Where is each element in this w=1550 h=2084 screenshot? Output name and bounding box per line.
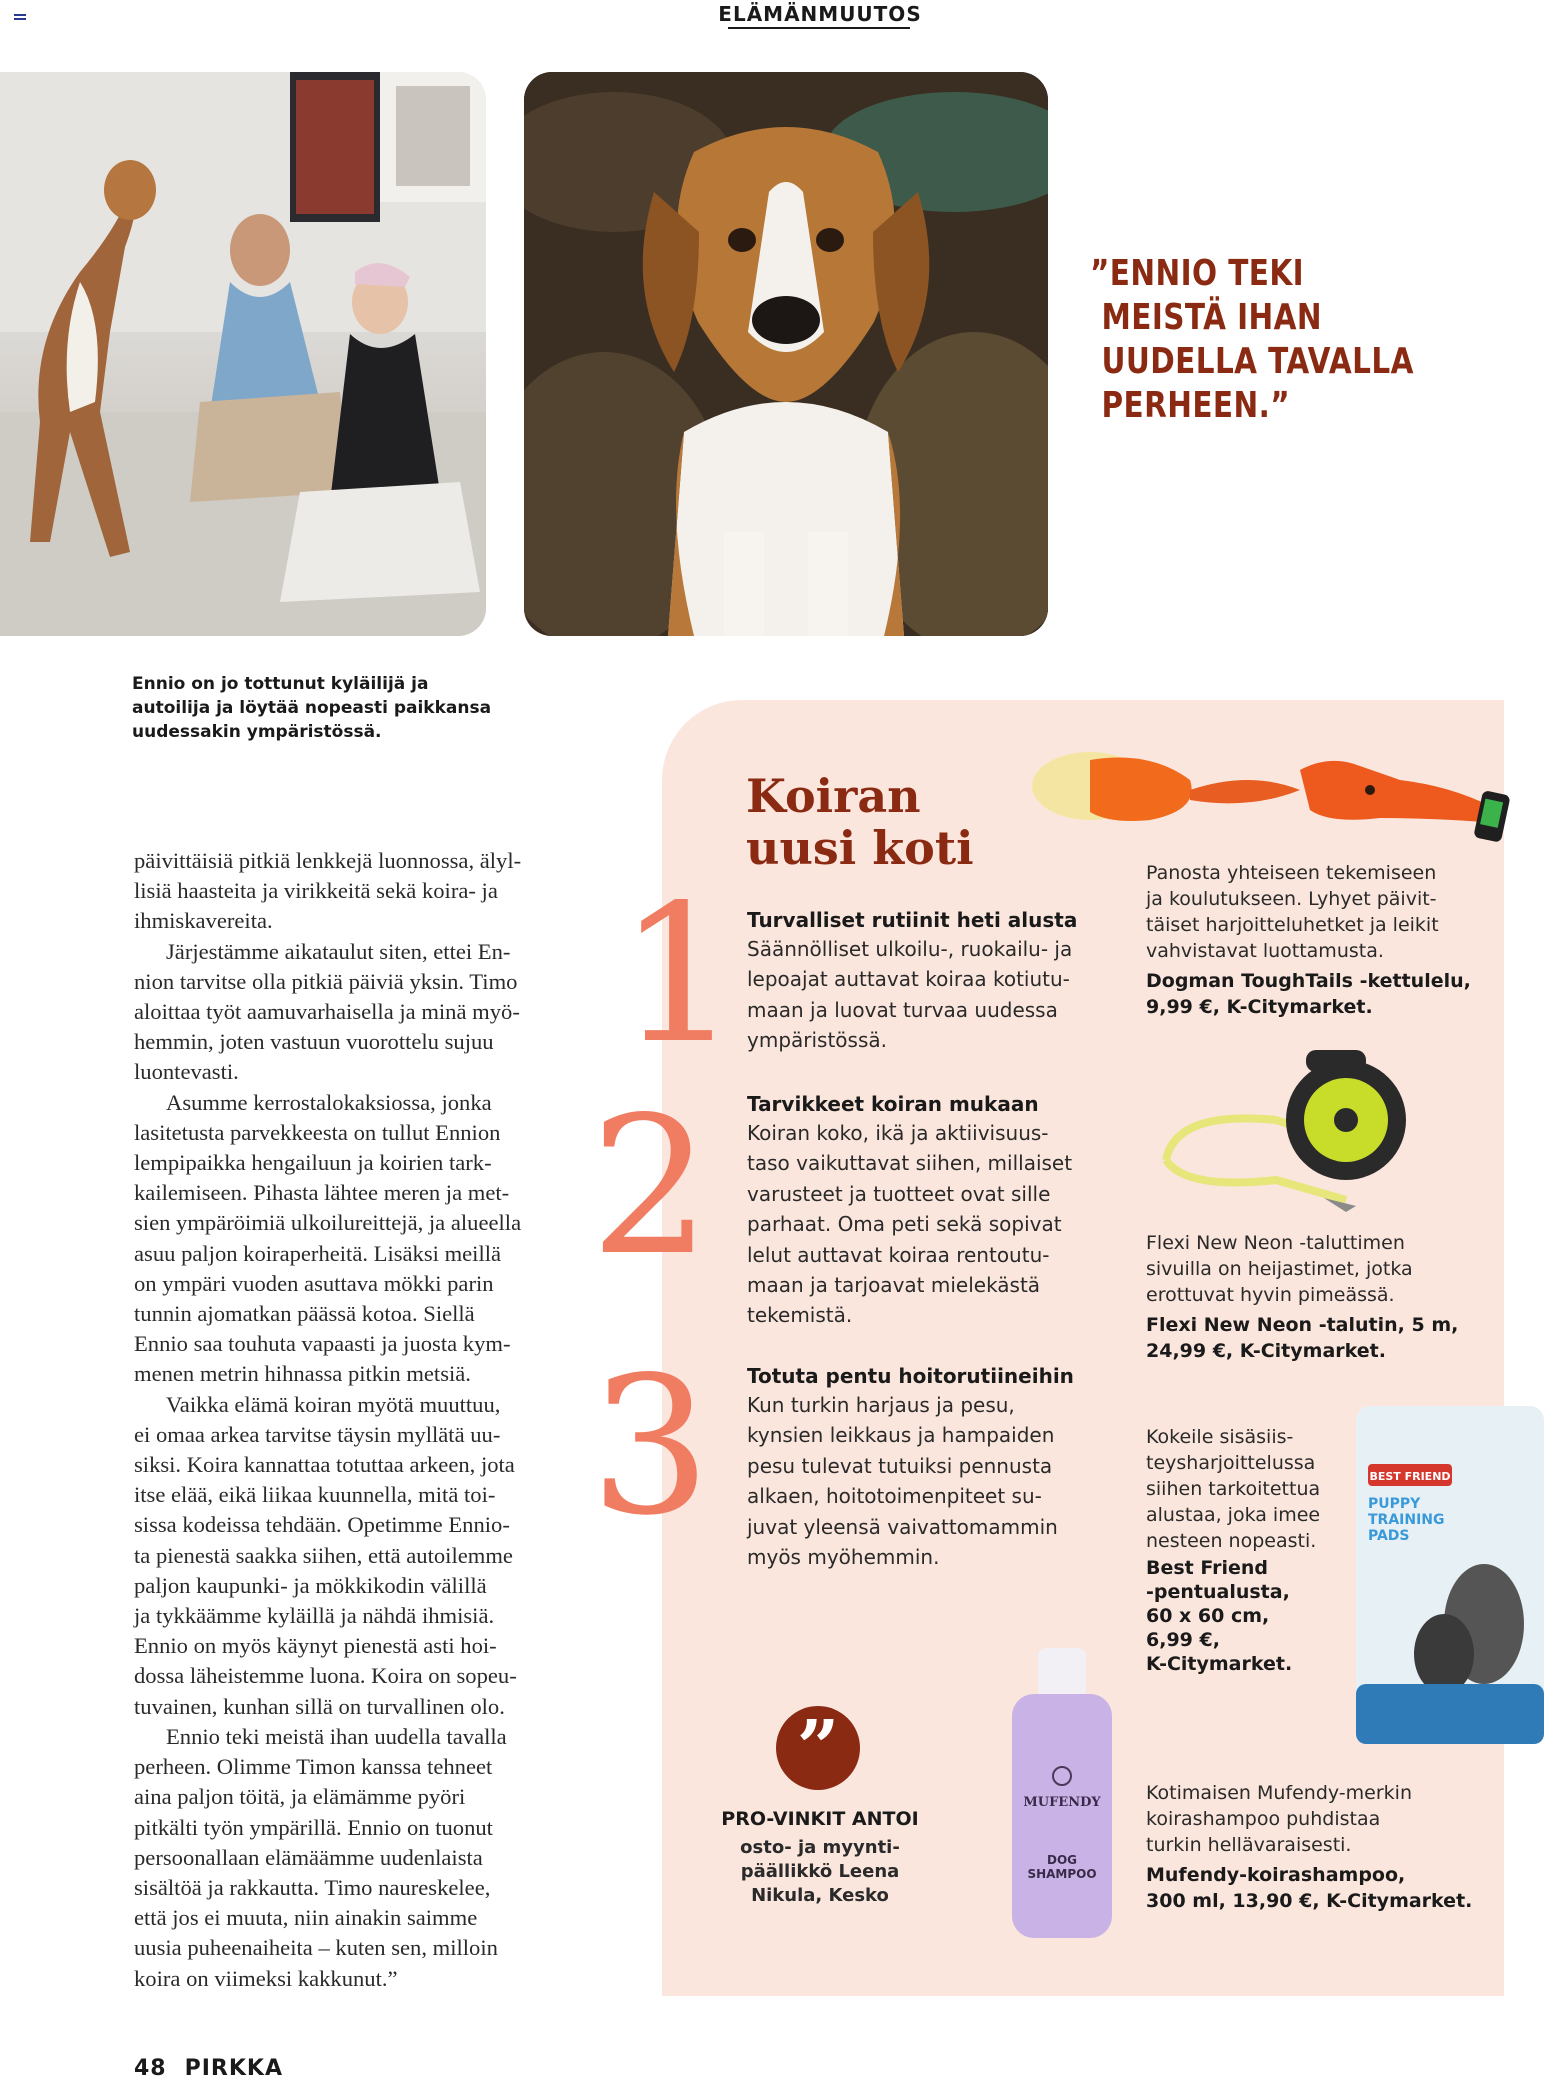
panel-title-line: uusi koti	[746, 821, 974, 875]
tip-line: varusteet ja tuotteet ovat sille	[747, 1181, 1051, 1206]
article-line: sisältöä ja rakkautta. Timo naureskelee,	[134, 1874, 491, 1900]
article-line: ihmiskavereita.	[134, 908, 273, 934]
article-line: lisiä haasteita ja virikkeitä sekä koira- ja	[134, 878, 498, 904]
product-price-line: Flexi New Neon -talutin, 5 m,	[1146, 1314, 1459, 1336]
tip-line: kynsien leikkaus ja hampaiden	[747, 1423, 1055, 1448]
article-line: luontevasti.	[134, 1059, 239, 1085]
package-line: PADS	[1368, 1528, 1410, 1544]
tip-line: Koiran koko, ikä ja aktiivisuus-	[747, 1121, 1049, 1145]
article-line: sissa kodeissa tehdään. Opetimme Ennio-	[134, 1512, 510, 1538]
product-desc-line: täiset harjoitteluhetket ja leikit	[1146, 914, 1439, 936]
product-desc-line: koirashampoo puhdistaa	[1146, 1808, 1381, 1830]
article-line: Ennio on myös käynyt pienestä asti hoi-	[134, 1633, 497, 1659]
tip-line: parhaat. Oma peti sekä sopivat	[747, 1212, 1062, 1237]
caption-line: uudessakin ympäristössä.	[132, 722, 382, 742]
article-line: sien ympäröimiä ulkoilureittejä, ja alueella	[134, 1210, 522, 1236]
tip-text	[747, 934, 1087, 1056]
panel-title	[746, 770, 974, 874]
tip-line: ympäristössä.	[747, 1028, 887, 1053]
package-line: TRAINING	[1368, 1512, 1445, 1528]
article-line: dossa läheistemme luona. Koira on sopeu-	[134, 1663, 517, 1689]
product-price-line: -pentualusta,	[1146, 1581, 1290, 1603]
article-line: on ympäri vuoden asuttava mökki parin	[134, 1270, 494, 1296]
article-line: aloittaa työt aamuvarhaisella ja minä myö-	[134, 999, 520, 1025]
tip-title: Tarvikkeet koiran mukaan	[747, 1092, 1039, 1116]
product-desc-line: ja koulutukseen. Lyhyet päivit-	[1146, 888, 1437, 910]
pull-quote-line: MEISTÄ IHAN	[1101, 297, 1322, 338]
product-desc-line: vahvistavat luottamusta.	[1146, 940, 1384, 962]
product-desc-line: erottuvat hyvin pimeässä.	[1146, 1284, 1395, 1306]
puppy-pads-icon	[1354, 1404, 1546, 1746]
article-line: pitkälti työn ympärillä. Ennio on tuonut	[134, 1814, 493, 1840]
pro-tip-person-line: Nikula, Kesko	[751, 1885, 889, 1906]
tip-line: juvat yleensä vaivattomammin	[747, 1514, 1058, 1539]
article-line: tunnin ajomatkan päässä kotoa. Siellä	[134, 1301, 475, 1327]
article-line: Asumme kerrostalokaksiossa, jonka	[166, 1089, 492, 1115]
article-body	[134, 846, 564, 1994]
bottle-brand: MUFENDY	[1023, 1795, 1101, 1810]
caption-line: autoilija ja löytää nopeasti paikkansa	[132, 698, 492, 718]
tip-number-3: 3	[590, 1336, 711, 1557]
tip-number-1: 1	[618, 864, 739, 1085]
article-line: perheen. Olimme Timon kanssa tehneet	[134, 1754, 493, 1780]
pro-tip-person	[700, 1836, 940, 1908]
article-line: aina paljon töitä, ja elämämme pyöri	[134, 1784, 466, 1810]
article-line: Vaikka elämä koiran myötä muuttuu,	[166, 1391, 501, 1417]
article-line: ja tykkäämme kyläillä ja nähdä ihmisiä.	[134, 1603, 495, 1629]
tip-line: Kun turkin harjaus ja pesu,	[747, 1393, 1015, 1417]
shampoo-bottle-icon	[1010, 1648, 1114, 1938]
product-desc-line: sivuilla on heijastimet, jotka	[1146, 1258, 1413, 1280]
bottle-line: DOG	[1046, 1853, 1078, 1867]
product-price-line: 300 ml, 13,90 €, K-Citymarket.	[1146, 1890, 1473, 1912]
panel-title-line: Koiran	[746, 769, 921, 823]
bottle-line: SHAMPOO	[1027, 1867, 1097, 1881]
product-price-line: 6,99 €,	[1146, 1629, 1220, 1651]
tip-line: Säännölliset ulkoilu-, ruokailu- ja	[747, 937, 1073, 961]
article-line: itse elää, eikä liikaa kuunnella, mitä toi-	[134, 1482, 496, 1508]
article-line: tuvainen, kunhan sillä on turvallinen olo.	[134, 1693, 505, 1719]
photo-caption	[132, 672, 502, 744]
tip-line: myös myöhemmin.	[747, 1545, 940, 1570]
tip-line: maan ja luovat turvaa uudessa	[747, 997, 1058, 1022]
pull-quote-line: UUDELLA TAVALLA	[1101, 341, 1414, 382]
article-line: persoonallaan elämäämme uudenlaista	[134, 1844, 483, 1870]
product-desc-line: nesteen nopeasti.	[1146, 1530, 1317, 1552]
product-price-line: 9,99 €, K-Citymarket.	[1146, 996, 1373, 1018]
article-line: nion tarvitse olla pitkiä päiviä yksin. Timo	[134, 968, 518, 994]
package-line: PUPPY	[1368, 1496, 1421, 1512]
pro-tip-person-line: osto- ja myynti-	[740, 1837, 900, 1858]
family-photo	[0, 72, 486, 636]
tip-line: maan ja tarjoavat mielekästä	[747, 1273, 1041, 1298]
package-brand: BEST FRIEND	[1369, 1470, 1451, 1483]
article-line: uusia puheenaiheita – kuten sen, milloin	[134, 1935, 498, 1961]
product-desc-line: Panosta yhteiseen tekemiseen	[1146, 862, 1437, 884]
product-desc-line: siihen tarkoitettua	[1146, 1478, 1321, 1500]
pull-quote-line: ”ENNIO TEKI	[1090, 253, 1305, 294]
product-desc-line: alustaa, joka imee	[1146, 1504, 1321, 1526]
product-shampoo	[1146, 1780, 1486, 1914]
product-desc-line: teysharjoittelussa	[1146, 1452, 1316, 1474]
section-label: ELÄMÄNMUUTOS	[718, 2, 922, 26]
tip-1	[747, 906, 1087, 1056]
tip-line: alkaen, hoitotoimenpiteet su-	[747, 1484, 1042, 1509]
fox-toy-icon	[1030, 740, 1536, 852]
product-price-line: Best Friend	[1146, 1557, 1269, 1579]
product-price-line: 24,99 €, K-Citymarket.	[1146, 1340, 1386, 1362]
magazine-name: PIRKKA	[184, 2056, 283, 2081]
retractable-leash-icon	[1156, 1050, 1426, 1216]
product-desc-line: Kokeile sisäsiis-	[1146, 1426, 1294, 1448]
article-line: että jos ei muuta, niin ainakin saimme	[134, 1905, 478, 1931]
quote-mark-icon: ”	[776, 1706, 860, 1790]
article-line: koira on viimeksi kakkunut.”	[134, 1965, 398, 1991]
page-footer	[134, 2056, 283, 2081]
tip-2	[747, 1090, 1087, 1331]
product-puppy-pads	[1146, 1424, 1346, 1676]
pull-quote-line: PERHEEN.”	[1101, 385, 1291, 426]
product-price-line: Dogman ToughTails -kettulelu,	[1146, 970, 1471, 992]
tip-text	[747, 1118, 1087, 1331]
product-desc-line: turkin hellävaraisesti.	[1146, 1834, 1352, 1856]
article-line: Ennio teki meistä ihan uudella tavalla	[166, 1723, 507, 1749]
pull-quote	[1090, 252, 1414, 428]
article-line: siksi. Koira kannattaa totuttaa arkeen, jota	[134, 1452, 515, 1478]
tip-line: taso vaikuttavat siihen, millaiset	[747, 1151, 1073, 1176]
article-line: lempipaikka hengailuun ja koirien tark-	[134, 1150, 492, 1176]
tip-line: lepoajat auttavat koiraa kotiutu-	[747, 967, 1070, 992]
product-price-line: 60 x 60 cm,	[1146, 1605, 1270, 1627]
article-line: paljon kaupunki- ja mökkikodin välillä	[134, 1572, 487, 1598]
tip-line: pesu tulevat tutuiksi pennusta	[747, 1453, 1053, 1478]
section-underline	[728, 27, 910, 29]
product-leash	[1146, 1230, 1486, 1364]
tip-line: lelut auttavat koiraa rentoutu-	[747, 1242, 1050, 1267]
tip-3	[747, 1362, 1087, 1572]
tip-title: Turvalliset rutiinit heti alusta	[747, 908, 1078, 932]
article-line: Järjestämme aikataulut siten, ettei En-	[166, 938, 511, 964]
article-line: asuu paljon koiraperheitä. Lisäksi meillä	[134, 1240, 502, 1266]
article-line: päivittäisiä pitkiä lenkkejä luonnossa, älyl-	[134, 848, 522, 873]
beagle-photo	[524, 72, 1048, 636]
product-fox-toy	[1146, 860, 1486, 1020]
tip-number-2: 2	[590, 1076, 711, 1297]
product-desc-line: Flexi New Neon -taluttimen	[1146, 1232, 1405, 1254]
tip-line: tekemistä.	[747, 1303, 853, 1328]
article-line: Ennio saa touhuta vapaasti ja juosta kym-	[134, 1331, 511, 1357]
product-price-line: K-Citymarket.	[1146, 1653, 1293, 1675]
tip-text	[747, 1390, 1087, 1572]
article-line: hemmin, joten vastuun vuorottelu sujuu	[134, 1029, 494, 1055]
product-price-line: Mufendy-koirashampoo,	[1146, 1864, 1406, 1886]
article-line: lasitetusta parvekkeesta on tullut Ennion	[134, 1119, 501, 1145]
pro-tip-person-line: päällikkö Leena	[740, 1861, 900, 1882]
caption-line: Ennio on jo tottunut kyläilijä ja	[132, 674, 429, 694]
pro-tip-label: PRO-VINKIT ANTOI	[721, 1808, 919, 1830]
article-line: ta pienestä saakka siihen, että autoilemme	[134, 1542, 513, 1568]
article-line: ei omaa arkea tarvitse täysin myllätä uu-	[134, 1421, 501, 1447]
article-line: menen metrin hihnassa pitkin metsiä.	[134, 1361, 471, 1387]
article-line: kailemiseen. Pihasta lähtee meren ja met-	[134, 1180, 510, 1206]
page-number: 48	[134, 2056, 167, 2081]
tip-title: Totuta pentu hoitorutiineihin	[747, 1364, 1074, 1388]
product-desc-line: Kotimaisen Mufendy-merkin	[1146, 1782, 1412, 1804]
